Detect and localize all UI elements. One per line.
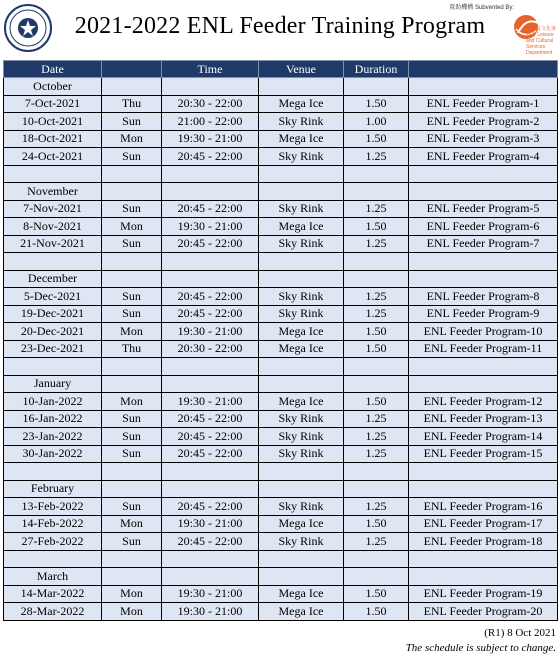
table-row (4, 218, 558, 236)
cell-date: 27-Feb-2022 (4, 533, 102, 551)
cell-venue: Mega Ice (259, 340, 344, 358)
month-row-cell (162, 480, 259, 498)
cell-time: 19:30 - 21:00 (162, 603, 259, 621)
month-row-cell (102, 270, 162, 288)
cell-time: 19:30 - 21:00 (162, 393, 259, 411)
spacer-cell (162, 165, 259, 183)
cell-time: 21:00 - 22:00 (162, 113, 259, 131)
col-header-venue: Venue (259, 61, 344, 78)
cell-duration: 1.50 (344, 603, 409, 621)
cell-program: ENL Feeder Program-19 (409, 585, 558, 603)
cell-duration: 1.25 (344, 410, 409, 428)
cell-date: 10-Oct-2021 (4, 113, 102, 131)
cell-venue: Sky Rink (259, 288, 344, 306)
spacer-cell (259, 253, 344, 271)
spacer-cell (344, 550, 409, 568)
cell-day: Sun (102, 445, 162, 463)
month-row-cell (102, 78, 162, 96)
subvented-by-label: 資助機構 Subvented By: (449, 5, 514, 11)
spacer-cell (344, 358, 409, 376)
table-header-row (4, 61, 558, 78)
table-row (4, 428, 558, 446)
table-row (4, 148, 558, 166)
month-row-cell (409, 480, 558, 498)
spacer-cell (4, 358, 102, 376)
cell-day: Mon (102, 218, 162, 236)
col-header-time: Time (162, 61, 259, 78)
table-row (4, 445, 558, 463)
cell-venue: Mega Ice (259, 585, 344, 603)
spacer-cell (409, 253, 558, 271)
month-row (4, 78, 558, 96)
cell-day: Mon (102, 585, 162, 603)
month-row-cell (259, 270, 344, 288)
table-row (4, 340, 558, 358)
cell-day: Sun (102, 305, 162, 323)
month-row-cell (409, 78, 558, 96)
cell-venue: Mega Ice (259, 393, 344, 411)
spacer-cell (162, 550, 259, 568)
cell-date: 5-Dec-2021 (4, 288, 102, 306)
table-row (4, 323, 558, 341)
spacer-cell (102, 550, 162, 568)
cell-duration: 1.25 (344, 498, 409, 516)
cell-time: 20:45 - 22:00 (162, 200, 259, 218)
cell-program: ENL Feeder Program-11 (409, 340, 558, 358)
table-row (4, 393, 558, 411)
cell-date: 23-Dec-2021 (4, 340, 102, 358)
month-row-cell (259, 78, 344, 96)
month-row-cell (102, 375, 162, 393)
table-row (4, 95, 558, 113)
cell-date: 18-Oct-2021 (4, 130, 102, 148)
month-row-cell (344, 568, 409, 586)
month-row-cell (259, 183, 344, 201)
month-row-cell (102, 568, 162, 586)
month-label: February (4, 480, 102, 498)
cell-day: Mon (102, 323, 162, 341)
month-row-cell (259, 480, 344, 498)
cell-duration: 1.25 (344, 533, 409, 551)
month-row (4, 183, 558, 201)
table-row (4, 113, 558, 131)
spacer-cell (4, 165, 102, 183)
cell-time: 20:30 - 22:00 (162, 340, 259, 358)
cell-duration: 1.25 (344, 445, 409, 463)
cell-day: Sun (102, 498, 162, 516)
spacer-cell (259, 550, 344, 568)
cell-time: 19:30 - 21:00 (162, 515, 259, 533)
col-header-date: Date (4, 61, 102, 78)
month-label: March (4, 568, 102, 586)
cell-duration: 1.25 (344, 428, 409, 446)
cell-program: ENL Feeder Program-16 (409, 498, 558, 516)
month-row-cell (259, 375, 344, 393)
cell-time: 20:45 - 22:00 (162, 498, 259, 516)
cell-time: 19:30 - 21:00 (162, 585, 259, 603)
cell-duration: 1.25 (344, 305, 409, 323)
cell-date: 14-Feb-2022 (4, 515, 102, 533)
cell-duration: 1.50 (344, 95, 409, 113)
spacer-cell (344, 165, 409, 183)
table-row (4, 235, 558, 253)
spacer-cell (344, 463, 409, 481)
cell-venue: Sky Rink (259, 428, 344, 446)
month-row-cell (344, 270, 409, 288)
revision-label: (R1) 8 Oct 2021 (484, 627, 556, 639)
month-row-cell (344, 78, 409, 96)
cell-duration: 1.50 (344, 585, 409, 603)
spacer-row (4, 165, 558, 183)
cell-program: ENL Feeder Program-20 (409, 603, 558, 621)
month-row-cell (409, 375, 558, 393)
spacer-cell (162, 463, 259, 481)
spacer-cell (344, 253, 409, 271)
spacer-row (4, 463, 558, 481)
cell-day: Mon (102, 393, 162, 411)
cell-program: ENL Feeder Program-5 (409, 200, 558, 218)
cell-time: 20:45 - 22:00 (162, 305, 259, 323)
cell-venue: Sky Rink (259, 445, 344, 463)
cell-duration: 1.25 (344, 235, 409, 253)
cell-day: Sun (102, 428, 162, 446)
month-row (4, 480, 558, 498)
spacer-cell (259, 165, 344, 183)
cell-venue: Sky Rink (259, 200, 344, 218)
cell-day: Sun (102, 200, 162, 218)
month-row-cell (344, 480, 409, 498)
spacer-cell (259, 358, 344, 376)
cell-time: 20:45 - 22:00 (162, 410, 259, 428)
table-row (4, 603, 558, 621)
cell-venue: Mega Ice (259, 95, 344, 113)
cell-date: 23-Jan-2022 (4, 428, 102, 446)
cell-program: ENL Feeder Program-1 (409, 95, 558, 113)
cell-date: 7-Oct-2021 (4, 95, 102, 113)
cell-day: Sun (102, 533, 162, 551)
cell-day: Thu (102, 340, 162, 358)
cell-venue: Mega Ice (259, 603, 344, 621)
month-label: November (4, 183, 102, 201)
cell-time: 20:45 - 22:00 (162, 533, 259, 551)
table-row (4, 200, 558, 218)
cell-program: ENL Feeder Program-4 (409, 148, 558, 166)
month-row-cell (409, 270, 558, 288)
cell-time: 20:30 - 22:00 (162, 95, 259, 113)
month-label: January (4, 375, 102, 393)
col-header-program (409, 61, 558, 78)
spacer-cell (102, 165, 162, 183)
cell-venue: Sky Rink (259, 410, 344, 428)
spacer-cell (4, 253, 102, 271)
cell-program: ENL Feeder Program-13 (409, 410, 558, 428)
spacer-cell (409, 550, 558, 568)
col-header-day (102, 61, 162, 78)
month-row-cell (409, 568, 558, 586)
spacer-cell (102, 358, 162, 376)
cell-date: 7-Nov-2021 (4, 200, 102, 218)
cell-time: 19:30 - 21:00 (162, 218, 259, 236)
spacer-cell (102, 463, 162, 481)
cell-venue: Mega Ice (259, 515, 344, 533)
cell-program: ENL Feeder Program-15 (409, 445, 558, 463)
cell-date: 30-Jan-2022 (4, 445, 102, 463)
cell-date: 8-Nov-2021 (4, 218, 102, 236)
cell-venue: Mega Ice (259, 323, 344, 341)
cell-date: 16-Jan-2022 (4, 410, 102, 428)
table-row (4, 410, 558, 428)
spacer-cell (162, 358, 259, 376)
spacer-cell (4, 463, 102, 481)
cell-date: 10-Jan-2022 (4, 393, 102, 411)
cell-date: 14-Mar-2022 (4, 585, 102, 603)
month-row-cell (162, 78, 259, 96)
month-row-cell (102, 183, 162, 201)
col-header-duration: Duration (344, 61, 409, 78)
cell-time: 20:45 - 22:00 (162, 428, 259, 446)
schedule-body (4, 78, 558, 621)
cell-duration: 1.25 (344, 288, 409, 306)
cell-program: ENL Feeder Program-10 (409, 323, 558, 341)
cell-program: ENL Feeder Program-12 (409, 393, 558, 411)
cell-time: 20:45 - 22:00 (162, 288, 259, 306)
cell-duration: 1.50 (344, 393, 409, 411)
month-row-cell (162, 568, 259, 586)
month-row-cell (162, 270, 259, 288)
cell-duration: 1.50 (344, 323, 409, 341)
cell-program: ENL Feeder Program-17 (409, 515, 558, 533)
cell-duration: 1.25 (344, 200, 409, 218)
cell-day: Sun (102, 288, 162, 306)
page-header (0, 0, 560, 58)
cell-date: 13-Feb-2022 (4, 498, 102, 516)
cell-venue: Mega Ice (259, 130, 344, 148)
cell-duration: 1.50 (344, 340, 409, 358)
cell-program: ENL Feeder Program-9 (409, 305, 558, 323)
table-row (4, 585, 558, 603)
cell-date: 20-Dec-2021 (4, 323, 102, 341)
cell-duration: 1.50 (344, 515, 409, 533)
spacer-cell (409, 165, 558, 183)
table-row (4, 288, 558, 306)
cell-time: 20:45 - 22:00 (162, 235, 259, 253)
cell-venue: Sky Rink (259, 533, 344, 551)
month-row-cell (102, 480, 162, 498)
cell-day: Mon (102, 515, 162, 533)
table-row (4, 533, 558, 551)
spacer-cell (162, 253, 259, 271)
cell-day: Sun (102, 113, 162, 131)
cell-day: Thu (102, 95, 162, 113)
cell-duration: 1.25 (344, 148, 409, 166)
cell-program: ENL Feeder Program-6 (409, 218, 558, 236)
schedule-note: The schedule is subject to change. (405, 642, 556, 654)
spacer-row (4, 358, 558, 376)
spacer-cell (259, 463, 344, 481)
cell-date: 21-Nov-2021 (4, 235, 102, 253)
cell-venue: Sky Rink (259, 235, 344, 253)
month-row-cell (259, 568, 344, 586)
lcsd-name: 康樂及文化事務署 Leisure and Cultural Services Department (526, 26, 557, 56)
cell-venue: Sky Rink (259, 305, 344, 323)
cell-duration: 1.50 (344, 218, 409, 236)
cell-program: ENL Feeder Program-8 (409, 288, 558, 306)
table-row (4, 130, 558, 148)
table-row (4, 498, 558, 516)
cell-program: ENL Feeder Program-7 (409, 235, 558, 253)
cell-program: ENL Feeder Program-14 (409, 428, 558, 446)
cell-date: 19-Dec-2021 (4, 305, 102, 323)
spacer-row (4, 253, 558, 271)
cell-time: 19:30 - 21:00 (162, 323, 259, 341)
cell-day: Sun (102, 410, 162, 428)
month-row (4, 568, 558, 586)
cell-day: Mon (102, 130, 162, 148)
spacer-cell (409, 463, 558, 481)
month-row-cell (409, 183, 558, 201)
cell-venue: Sky Rink (259, 148, 344, 166)
table-row (4, 305, 558, 323)
page-title: 2021-2022 ENL Feeder Training Program (74, 13, 486, 39)
cell-time: 20:45 - 22:00 (162, 148, 259, 166)
month-row-cell (162, 375, 259, 393)
month-row (4, 375, 558, 393)
month-row (4, 270, 558, 288)
month-row-cell (344, 183, 409, 201)
month-label: December (4, 270, 102, 288)
cell-duration: 1.00 (344, 113, 409, 131)
spacer-cell (102, 253, 162, 271)
cell-venue: Mega Ice (259, 218, 344, 236)
cell-time: 19:30 - 21:00 (162, 130, 259, 148)
spacer-cell (409, 358, 558, 376)
spacer-row (4, 550, 558, 568)
cell-date: 24-Oct-2021 (4, 148, 102, 166)
spacer-cell (4, 550, 102, 568)
cell-time: 20:45 - 22:00 (162, 445, 259, 463)
month-label: October (4, 78, 102, 96)
cell-day: Mon (102, 603, 162, 621)
cell-venue: Sky Rink (259, 113, 344, 131)
cell-program: ENL Feeder Program-2 (409, 113, 558, 131)
month-row-cell (344, 375, 409, 393)
cell-program: ENL Feeder Program-3 (409, 130, 558, 148)
cell-day: Sun (102, 148, 162, 166)
month-row-cell (162, 183, 259, 201)
schedule-table (3, 60, 558, 621)
cell-program: ENL Feeder Program-18 (409, 533, 558, 551)
table-row (4, 515, 558, 533)
cell-date: 28-Mar-2022 (4, 603, 102, 621)
cell-duration: 1.50 (344, 130, 409, 148)
cell-day: Sun (102, 235, 162, 253)
cell-venue: Sky Rink (259, 498, 344, 516)
